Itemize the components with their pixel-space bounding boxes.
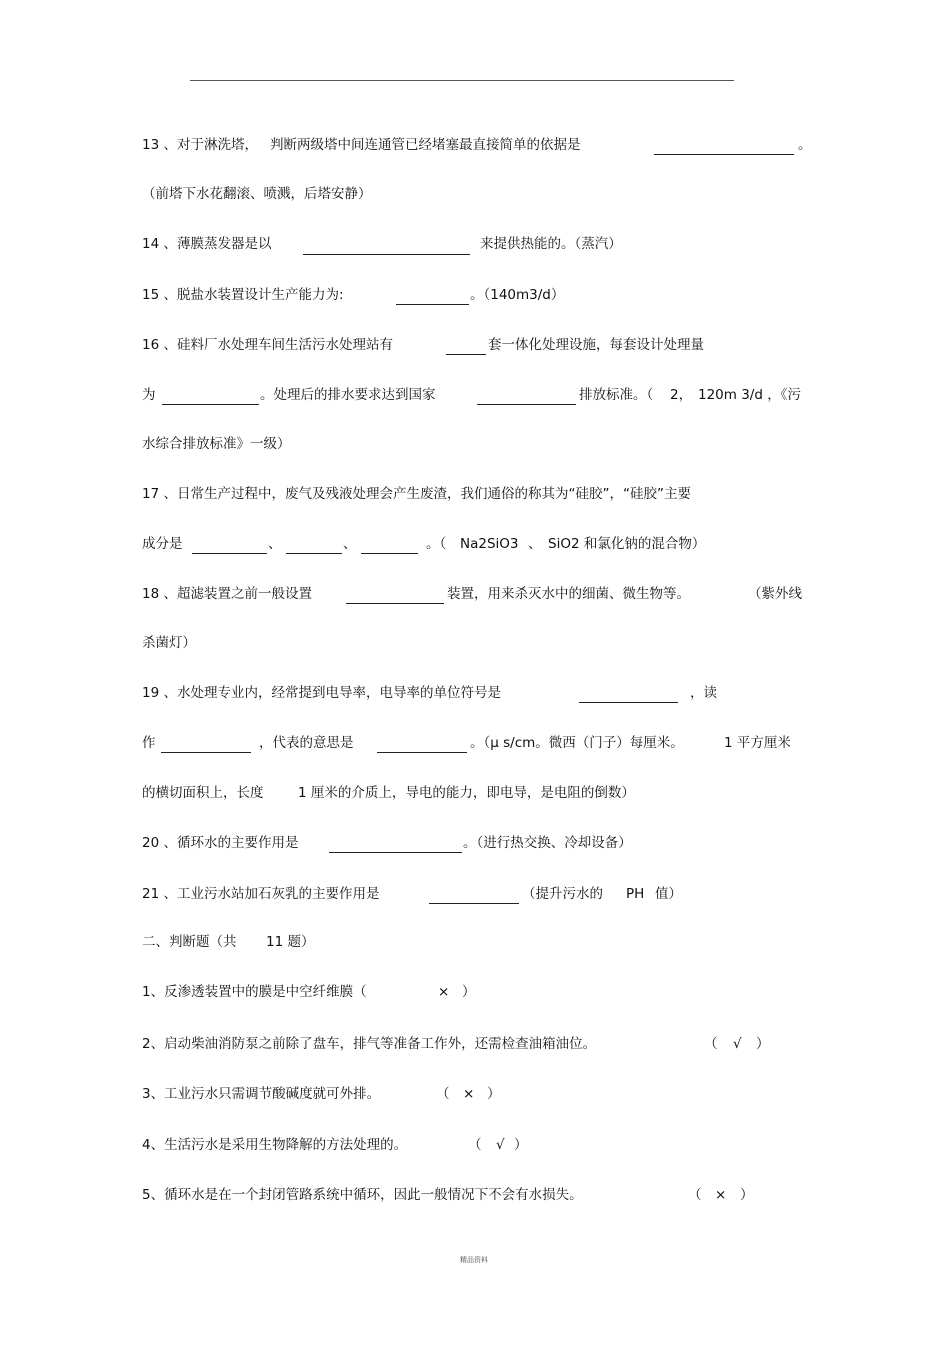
judge-2-open: （ xyxy=(704,1036,718,1052)
q21-text: 21 、工业污水站加石灰乳的主要作用是 xyxy=(142,886,380,902)
q19-line2-start: 作 xyxy=(142,735,156,751)
q18-blank xyxy=(346,603,444,604)
q15-text: 15 、脱盐水装置设计生产能力为: xyxy=(142,287,344,303)
q19-text-2: ，读 xyxy=(690,685,717,701)
q17-blank-3 xyxy=(361,553,418,554)
section2-title: 二、判断题（共 xyxy=(142,934,237,950)
q17-answer-2: SiO2 和氯化钠的混合物） xyxy=(548,536,706,552)
q13-number: 13 、对于淋洗塔， xyxy=(142,137,258,153)
q21-answer-ph: PH xyxy=(626,886,645,902)
judge-5-close: ） xyxy=(740,1187,754,1203)
q17-blank-1 xyxy=(192,553,267,554)
q20-blank xyxy=(329,852,462,853)
judge-3-text: 3、工业污水只需调节酸碱度就可外排。 xyxy=(142,1086,381,1102)
q17-text: 17 、日常生产过程中，废气及残液处理会产生废渣，我们通俗的称其为“硅胶”，“硅胶”主要 xyxy=(142,486,691,502)
judge-5-answer: × xyxy=(715,1187,727,1203)
q16-answer-count: 2， xyxy=(670,387,693,403)
q21-blank xyxy=(429,903,519,904)
judge-3-open: （ xyxy=(436,1086,450,1102)
q19-line3-start: 的横切面积上，长度 xyxy=(142,785,264,801)
q13-blank xyxy=(654,154,794,155)
q16-line2-standard: 排放标准。（ xyxy=(579,387,654,403)
q19-answer-2: 1 平方厘米 xyxy=(724,735,791,751)
judge-4-open: （ xyxy=(468,1137,482,1153)
footer-label: 精品资料 xyxy=(460,1256,488,1264)
q20-answer: 。（进行热交换、冷却设备） xyxy=(463,835,632,851)
judge-3-close: ） xyxy=(487,1086,501,1102)
q17-sep-1: 、 xyxy=(268,536,282,552)
judge-4-answer: √ xyxy=(496,1137,505,1153)
q21-answer: （提升污水的 xyxy=(522,886,603,902)
q17-blank-2 xyxy=(286,553,342,554)
q16-line2-mid: 。处理后的排水要求达到国家 xyxy=(260,387,436,403)
q19-text: 19 、水处理专业内，经常提到电导率，电导率的单位符号是 xyxy=(142,685,501,701)
q16-blank-1 xyxy=(446,354,486,355)
q20-text: 20 、循环水的主要作用是 xyxy=(142,835,299,851)
q15-blank xyxy=(396,304,469,305)
judge-5-text: 5、循环水是在一个封闭管路系统中循环，因此一般情况下不会有水损失。 xyxy=(142,1187,583,1203)
judge-3-answer: × xyxy=(463,1086,475,1102)
q18-text-2: 装置，用来杀灭水中的细菌、微生物等。 xyxy=(447,586,690,602)
q13-end: 。 xyxy=(798,137,812,153)
judge-2-answer: √ xyxy=(733,1036,742,1052)
q17-answer-sep: 、 xyxy=(528,536,542,552)
q18-answer-cont: 杀菌灯） xyxy=(142,635,196,651)
q14-answer: 来提供热能的。（蒸汽） xyxy=(480,236,622,252)
q19-blank-3 xyxy=(377,752,467,753)
judge-4-close: ） xyxy=(514,1137,528,1153)
q18-text: 18 、超滤装置之前一般设置 xyxy=(142,586,312,602)
header-rule xyxy=(190,80,734,81)
q14-blank xyxy=(303,254,470,255)
q16-blank-2 xyxy=(162,404,259,405)
judge-5-open: （ xyxy=(688,1187,702,1203)
judge-1-close: ） xyxy=(462,984,476,1000)
judge-4-text: 4、生活污水是采用生物降解的方法处理的。 xyxy=(142,1137,408,1153)
q16-text: 16 、硅料厂水处理车间生活污水处理站有 xyxy=(142,337,393,353)
q17-answer-1: Na2SiO3 xyxy=(460,536,519,552)
q19-answer: 。（μ s/cm。微西（门子）每厘米。 xyxy=(470,735,684,751)
q14-text: 14 、薄膜蒸发器是以 xyxy=(142,236,272,252)
q16-text-2: 套一体化处理设施，每套设计处理量 xyxy=(488,337,704,353)
q15-answer: 。（140m3/d） xyxy=(470,287,565,303)
q16-line2-start: 为 xyxy=(142,387,156,403)
q13-answer: （前塔下水花翻滚、喷溅，后塔安静） xyxy=(142,186,372,202)
judge-1-answer: × xyxy=(438,984,450,1000)
judge-2-text: 2、启动柴油消防泵之前除了盘车，排气等准备工作外，还需检查油箱油位。 xyxy=(142,1036,597,1052)
q17-sep-2: 、 xyxy=(343,536,357,552)
judge-1-text: 1、反渗透装置中的膜是中空纤维膜（ xyxy=(142,984,367,1000)
q18-answer: （紫外线 xyxy=(748,586,802,602)
section2-count: 11 题） xyxy=(266,934,315,950)
q13-text: 判断两级塔中间连通管已经堵塞最直接简单的依据是 xyxy=(270,137,581,153)
q16-blank-3 xyxy=(477,404,576,405)
judge-2-close: ） xyxy=(756,1036,770,1052)
q17-line2-start: 成分是 xyxy=(142,536,183,552)
q19-blank-1 xyxy=(579,702,678,703)
q16-answer-volume: 120m 3/d ，《污 xyxy=(698,387,801,403)
q19-line2-mid: ，代表的意思是 xyxy=(259,735,354,751)
q21-answer-end: 值） xyxy=(655,886,682,902)
q17-paren: 。（ xyxy=(426,536,447,552)
q16-line3: 水综合排放标准》一级） xyxy=(142,436,291,452)
q19-blank-2 xyxy=(161,752,251,753)
q19-line3-rest: 1 厘米的介质上，导电的能力，即电导，是电阻的倒数） xyxy=(298,785,635,801)
